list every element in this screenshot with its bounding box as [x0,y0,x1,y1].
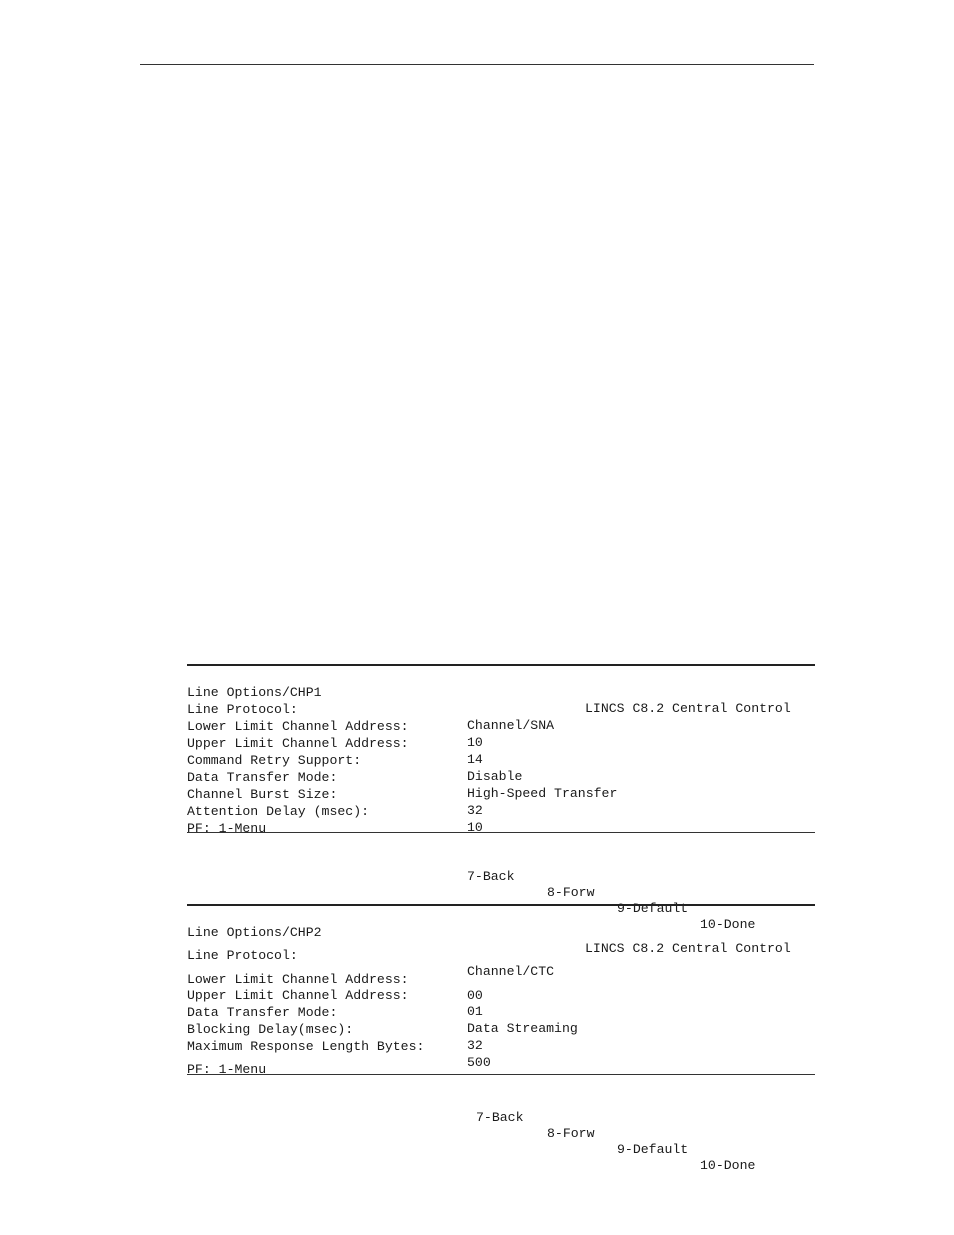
field-label: Line Protocol: [187,702,298,717]
screen-title: Line Options/CHP1 [187,685,322,700]
screen-top-rule [187,904,815,906]
pf-back-key[interactable]: 7-Back [467,869,515,884]
field-value[interactable]: 01 [467,1004,483,1019]
field-label: Lower Limit Channel Address: [187,719,409,734]
field-value[interactable]: Disable [467,769,523,784]
pf-done-key[interactable]: 10-Done [700,917,756,932]
pf-default-key[interactable]: 9-Default [617,1142,689,1157]
page-header-rule [140,64,814,65]
field-label: Command Retry Support: [187,753,362,768]
pf-label: PF: 1-Menu [187,821,267,836]
field-value[interactable]: 14 [467,752,483,767]
pf-key-row [187,805,815,932]
pf-back-key[interactable]: 7-Back [476,1110,524,1125]
pf-label: PF: 1-Menu [187,1062,267,1077]
field-value[interactable]: 10 [467,820,483,835]
field-value[interactable]: Data Streaming [467,1021,578,1036]
pf-done-key[interactable]: 10-Done [700,1158,756,1173]
pf-forward-key[interactable]: 8-Forw [547,1126,595,1141]
line-options-chp1-screen [187,664,815,932]
pf-default-key[interactable]: 9-Default [617,901,689,916]
field-label: Data Transfer Mode: [187,770,338,785]
field-label: Maximum Response Length Bytes: [187,1039,425,1054]
field-label: Blocking Delay(msec): [187,1022,354,1037]
field-value[interactable]: 00 [467,988,483,1003]
field-label: Line Protocol: [187,948,298,963]
pf-forward-key[interactable]: 8-Forw [547,885,595,900]
screen-bottom-rule [187,832,815,833]
field-value[interactable]: 500 [467,1055,491,1070]
field-label: Upper Limit Channel Address: [187,736,409,751]
field-value[interactable]: High-Speed Transfer [467,786,618,801]
screen-bottom-rule [187,1074,815,1075]
field-label: Lower Limit Channel Address: [187,972,409,987]
product-title: LINCS C8.2 Central Control [585,941,791,956]
line-options-chp2-screen [187,904,815,1173]
field-value[interactable]: 10 [467,735,483,750]
field-label: Attention Delay (msec): [187,804,370,819]
screen-title: Line Options/CHP2 [187,925,322,940]
field-value[interactable]: 32 [467,803,483,818]
field-value[interactable]: 32 [467,1038,483,1053]
field-value[interactable]: Channel/SNA [467,718,555,733]
field-label: Channel Burst Size: [187,787,338,802]
screen-top-rule [187,664,815,666]
product-title: LINCS C8.2 Central Control [585,701,791,716]
field-label: Upper Limit Channel Address: [187,988,409,1003]
field-value[interactable]: Channel/CTC [467,964,555,979]
pf-keys [467,1094,756,1190]
field-label: Data Transfer Mode: [187,1005,338,1020]
